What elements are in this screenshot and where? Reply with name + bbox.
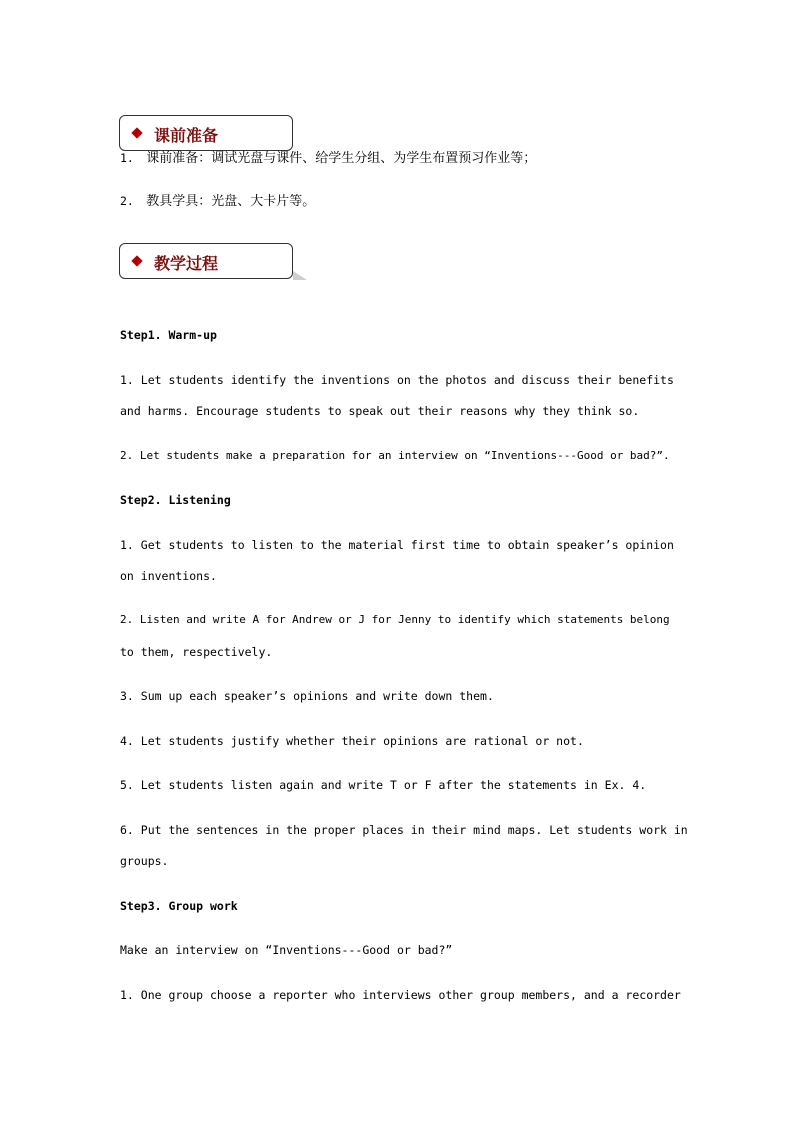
list-text: 教具学具：光盘、大卡片等。	[146, 194, 316, 209]
step2-line-9: groups.	[120, 854, 169, 868]
step2-line-8: 6. Put the sentences in the proper places in their mind maps. Let students work in	[120, 823, 688, 837]
step2-line-1: 1. Get students to listen to the material first time to obtain speaker’s opinion	[120, 538, 674, 552]
list-number: 2.	[120, 194, 134, 208]
step2-line-7: 5. Let students listen again and write T or F after the statements in Ex. 4.	[120, 778, 647, 792]
step2-line-3: 2. Listen and write A for Andrew or J for Jenny to identify which statements belong	[120, 613, 670, 626]
heading-shadow	[293, 271, 307, 280]
diamond-bullet-icon	[131, 127, 142, 138]
step1-line-2: and harms. Encourage students to speak out their reasons why they think so.	[120, 404, 640, 418]
step3-line-1: Make an interview on “Inventions---Good or bad?”	[120, 943, 453, 957]
step2-line-5: 3. Sum up each speaker’s opinions and write down them.	[120, 689, 494, 703]
section-title: 教学过程	[154, 254, 219, 273]
list-number: 1.	[120, 151, 134, 165]
step2-line-2: on inventions.	[120, 569, 217, 583]
diamond-bullet-icon	[131, 255, 142, 266]
prep-item-1	[120, 151, 680, 166]
step3-title: Step3. Group work	[120, 899, 238, 913]
step2-title: Step2. Listening	[120, 493, 231, 507]
list-text: 课前准备：调试光盘与课件、给学生分组、为学生布置预习作业等；	[146, 151, 537, 166]
section-title: 课前准备	[154, 126, 219, 145]
prep-item-2	[120, 194, 680, 209]
step2-line-4: to them, respectively.	[120, 645, 273, 659]
step2-line-6: 4. Let students justify whether their opinions are rational or not.	[120, 734, 584, 748]
step1-line-3: 2. Let students make a preparation for an interview on “Inventions---Good or bad?”.	[120, 449, 670, 462]
step1-line-1: 1. Let students identify the inventions on the photos and discuss their benefits	[120, 373, 674, 387]
section-heading-process	[119, 243, 293, 279]
step3-line-2: 1. One group choose a reporter who interviews other group members, and a recorder	[120, 988, 681, 1002]
step1-title: Step1. Warm-up	[120, 328, 217, 342]
section-heading-prep	[119, 115, 293, 151]
